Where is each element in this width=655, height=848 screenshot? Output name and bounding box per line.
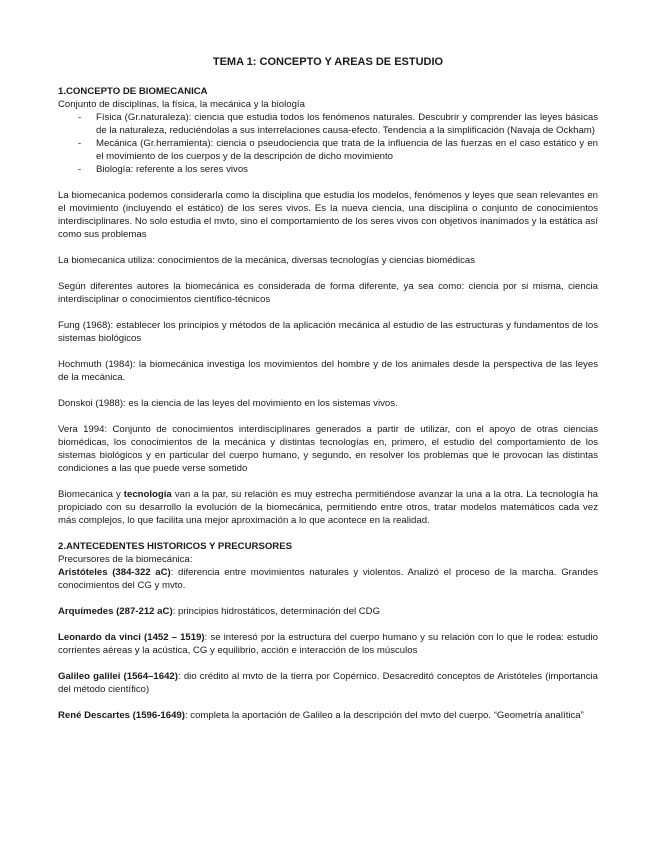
precursor-name: Galileo galilei (1564–1642)	[58, 671, 178, 682]
paragraph: Fung (1968): establecer los principios y métodos de la aplicación mecánica al estudio de las estructuras y fundamentos de los sistemas biológicos	[58, 320, 598, 344]
tech-bold: tecnología	[123, 489, 172, 500]
precursor-name: Leonardo da vinci (1452 – 1519)	[58, 632, 205, 643]
precursor-entry	[58, 670, 598, 696]
document-title: TEMA 1: CONCEPTO Y AREAS DE ESTUDIO	[212, 56, 444, 68]
section2-heading: 2.ANTECEDENTES HISTORICOS Y PRECURSORES	[58, 541, 293, 552]
section1-heading: 1.CONCEPTO DE BIOMECANICA	[58, 86, 208, 97]
tech-rest: van a la par, su relación es muy estrecha permitiéndose avanzar la una a la otra. La tecnología ha propiciado con su desarrollo la evolución de la biomecánica, permitiendo entre otros, tratar modelos matemáticos cada vez más complejos, lo que facilita una mejor aproximación a lo que acontece en la realidad.	[58, 489, 598, 526]
list-item: - Física (Gr.naturaleza): ciencia que estudia todos los fenómenos naturales. Descubrir y comprender las leyes básicas de la naturaleza, reduciéndolas a sus interrelaciones causa-efecto. Tendencia a la simplificación (Navaja de Ockham)	[58, 111, 598, 137]
precursor-text: : completa la aportación de Galileo a la descripción del mvto del cuerpo. “Geometría analítica”	[184, 710, 584, 721]
precursor-entry	[58, 566, 598, 592]
paragraph: Donskoi (1988): es la ciencia de las leyes del movimiento en los sistemas vivos.	[58, 398, 398, 409]
section1-intro: Conjunto de disciplinas, la física, la mecánica y la biología	[58, 99, 305, 110]
definition-list	[58, 111, 598, 176]
precursor-entry	[58, 709, 598, 722]
precursor-name: René Descartes (1596-1649)	[58, 710, 185, 721]
paragraph: Hochmuth (1984): la biomecánica investiga los movimientos del hombre y de los animales desde la perspectiva de las leyes de la mecánica.	[58, 359, 598, 383]
document-content	[58, 56, 598, 735]
paragraph: Según diferentes autores la biomecánica es considerada de forma diferente, ya sea como: ciencia por si misma, ciencia interdisciplinar o conocimientos científico-técnicos	[58, 281, 598, 305]
precursor-name: Arquímedes (287-212 aC)	[58, 606, 173, 617]
tech-lead: Biomecanica y	[58, 489, 124, 500]
precursor-text: : se interesó por la estructura del cuerpo humano y su relación con lo que le rodea: estudio corrientes aéreas y la acústica, CG y equilibrio, acción e interacción de los músculos	[58, 632, 598, 656]
paragraph: Vera 1994: Conjunto de conocimientos interdisciplinares generados a partir de utilizar, con el apoyo de otras ciencias biomédicas, los conocimientos de la mecánica y distintas tecnologías en, primero, el estudio del comportamiento de los sistemas biológicos y en particular del cuerpo humano, y segundo, en resolver los problemas que le provocan las distintas condiciones a las que puede verse sometido	[58, 424, 598, 474]
list-item: - Biología: referente a los seres vivos	[58, 163, 598, 176]
precursor-text: : dio crédito al mvto de la tierra por Copérnico. Desacreditó conceptos de Aristóteles (importancia del método científico)	[58, 671, 598, 695]
paragraph: La biomecanica podemos considerarla como la disciplina que estudia los modelos, fenómenos y leyes que sean relevantes en el movimiento (incluyendo el estático) de los seres vivos. Es la nueva ciencia, una disciplina o conjunto de conocimientos interdisciplinares. No solo estudia el mvto, sino el comportamiento de los seres vivos con objetivos inanimados y la estática así como sus problemas	[58, 190, 598, 240]
paragraph: La biomecanica utiliza: conocimientos de la mecánica, diversas tecnologías y ciencias biomédicas	[58, 255, 476, 266]
section2-intro: Precursores de la biomecánica:	[58, 554, 193, 565]
precursor-entry	[58, 605, 598, 618]
precursor-name: Aristóteles (384-322 aC)	[58, 567, 171, 578]
precursor-text: : diferencia entre movimientos naturales y violentos. Analizó el proceso de la marcha. Grandes conocimientos del CG y mvto.	[58, 567, 598, 591]
precursor-text: : principios hidrostáticos, determinación del CDG	[172, 606, 381, 617]
list-item: - Mecánica (Gr.herramienta): ciencia o pseudociencia que trata de la influencia de las fuerzas en el caso estático y en el movimiento de los cuerpos y de la descripción de dicho movimiento	[58, 137, 598, 163]
precursor-entry	[58, 631, 598, 657]
technology-paragraph	[58, 488, 598, 527]
